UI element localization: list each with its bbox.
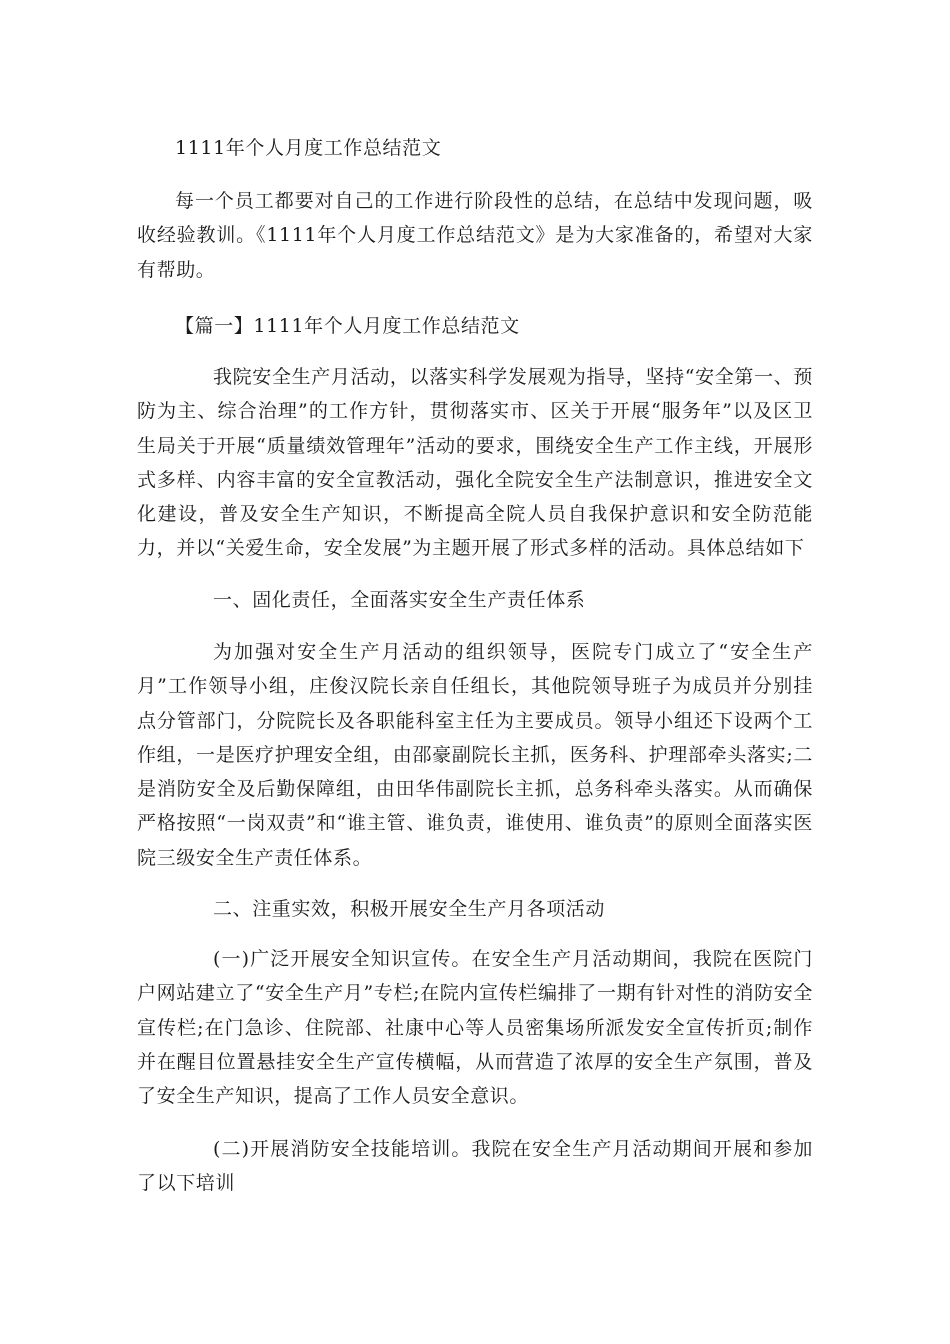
section-heading-1: 一、固化责任，全面落实安全生产责任体系 <box>213 589 586 611</box>
body-paragraph-3: (一)广泛开展安全知识宣传。在安全生产月活动期间，我院在医院门户网站建立了“安全生产月”专栏;在院内宣传栏编排了一期有针对性的消防安全宣传栏;在门急诊、住院部、社康中心等人员密集场所派发安全宣传折页;制作并在醒目位置悬挂安全生产宣传横幅，从而营造了浓厚的安全生产氛围，普及了安全生产知识，提高了工作人员安全意识。 <box>137 948 813 1108</box>
body-paragraph-2: 为加强对安全生产月活动的组织领导，医院专门成立了“安全生产月”工作领导小组，庄俊汉院长亲自任组长，其他院领导班子为成员并分别挂点分管部门，分院院长及各职能科室主任为主要成员。领导小组还下设两个工作组，一是医疗护理安全组，由邵豪副院长主抓，医务科、护理部牵头落实;二是消防安全及后勤保障组，由田华伟副院长主抓，总务科牵头落实。从而确保严格按照“一岗双责”和“谁主管、谁负责，谁使用、谁负责”的原则全面落实医院三级安全生产责任体系。 <box>137 641 813 869</box>
intro-paragraph: 每一个员工都要对自己的工作进行阶段性的总结，在总结中发现问题，吸收经验教训。《1111年个人月度工作总结范文》是为大家准备的，希望对大家有帮助。 <box>137 190 813 281</box>
section-heading-2: 二、注重实效，积极开展安全生产月各项活动 <box>213 898 606 920</box>
document-title: 1111年个人月度工作总结范文 <box>175 137 442 159</box>
body-paragraph-4: (二)开展消防安全技能培训。我院在安全生产月活动期间开展和参加了以下培训 <box>137 1138 813 1195</box>
body-paragraph-1: 我院安全生产月活动，以落实科学发展观为指导，坚持“安全第一、预防为主、综合治理”的工作方针，贯彻落实市、区关于开展“服务年”以及区卫生局关于开展“质量绩效管理年”活动的要求，围绕安全生产工作主线，开展形式多样、内容丰富的安全宣教活动，强化全院安全生产法制意识，推进安全文化建设，普及安全生产知识，不断提高全院人员自我保护意识和安全防范能力，并以“关爱生命，安全发展”为主题开展了形式多样的活动。具体总结如下 <box>137 366 813 560</box>
section-title: 【篇一】1111年个人月度工作总结范文 <box>175 315 520 337</box>
